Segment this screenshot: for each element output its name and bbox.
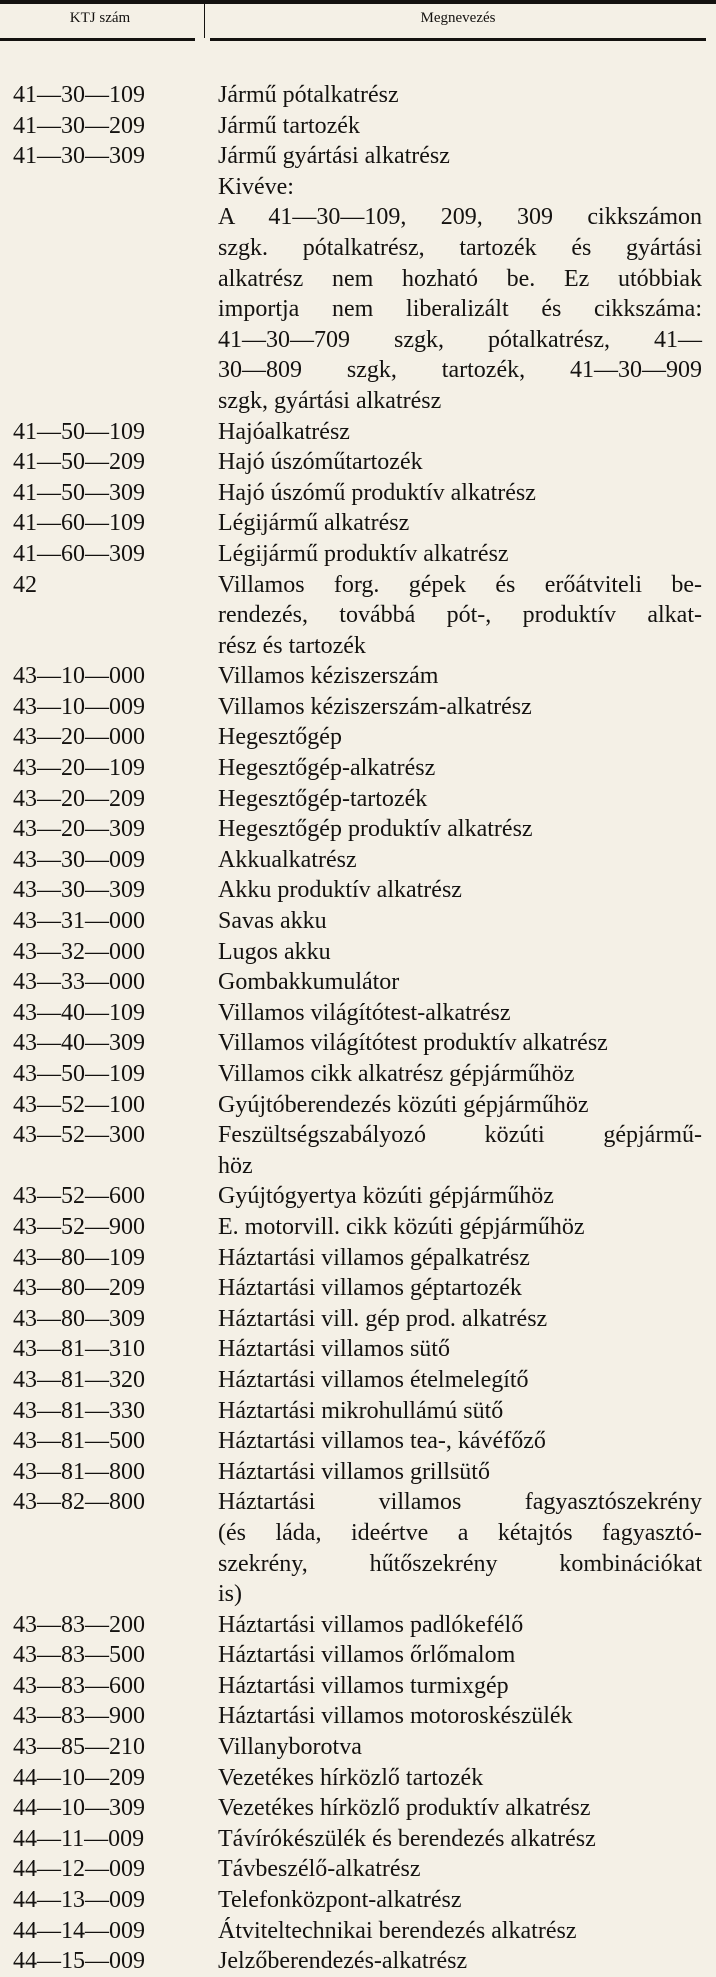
item-name bbox=[218, 1824, 702, 1855]
item-name-line: Háztartási villamos turmixgép bbox=[218, 1672, 509, 1699]
ktj-code: 44—12—009 bbox=[13, 1856, 145, 1883]
item-name bbox=[218, 1701, 702, 1732]
item-name bbox=[218, 1487, 702, 1609]
ktj-code: 43—30—309 bbox=[13, 877, 145, 904]
item-name-line: Villanyborotva bbox=[218, 1734, 362, 1761]
ktj-code: 43—20—109 bbox=[13, 755, 145, 782]
table-row bbox=[0, 1090, 716, 1121]
table-row bbox=[0, 784, 716, 815]
ktj-code: 43—81—800 bbox=[13, 1458, 145, 1485]
item-name-line: Vezetékes hírközlő produktív alkatrész bbox=[218, 1795, 591, 1822]
item-name-line: Jelzőberendezés-alkatrész bbox=[218, 1948, 468, 1975]
item-name-line: Lugos akku bbox=[218, 938, 331, 965]
item-name-line: Légijármű alkatrész bbox=[218, 510, 410, 537]
item-name-line: Hajóalkatrész bbox=[218, 418, 350, 445]
ktj-code: 41—60—309 bbox=[13, 540, 145, 567]
ktj-code: 43—81—310 bbox=[13, 1336, 145, 1363]
item-name-line: szekrény, hűtőszekrény kombinációkat bbox=[218, 1550, 702, 1577]
table-row bbox=[0, 1610, 716, 1641]
ktj-code: 43—80—309 bbox=[13, 1305, 145, 1332]
item-name bbox=[218, 478, 702, 509]
item-name-line: rész és tartozék bbox=[218, 632, 366, 659]
item-name-line: Vezetékes hírközlő tartozék bbox=[218, 1764, 484, 1791]
item-name bbox=[218, 1212, 702, 1243]
item-name bbox=[218, 1732, 702, 1763]
item-name-line: Jármű tartozék bbox=[218, 112, 360, 139]
ktj-code: 43—83—200 bbox=[13, 1611, 145, 1638]
item-name bbox=[218, 1243, 702, 1274]
item-name-line: Kivéve: bbox=[218, 173, 294, 200]
item-name bbox=[218, 1396, 702, 1427]
item-name-line: Háztartási villamos grillsütő bbox=[218, 1458, 490, 1485]
item-name-line: 30—809 szgk, tartozék, 41—30—909 bbox=[218, 357, 702, 384]
item-name bbox=[218, 722, 702, 753]
item-name-line: Gyújtógyertya közúti gépjárműhöz bbox=[218, 1183, 554, 1210]
item-name-line: rendezés, továbbá pót-, produktív alkat- bbox=[218, 602, 702, 629]
item-name bbox=[218, 1273, 702, 1304]
ktj-code: 43—80—109 bbox=[13, 1244, 145, 1271]
table-row bbox=[0, 814, 716, 845]
table-row bbox=[0, 661, 716, 692]
item-name-line: 41—30—709 szgk, pótalkatrész, 41— bbox=[218, 326, 702, 353]
table-row bbox=[0, 845, 716, 876]
table-row bbox=[0, 417, 716, 448]
item-name bbox=[218, 1793, 702, 1824]
table-row bbox=[0, 753, 716, 784]
table-row bbox=[0, 967, 716, 998]
item-name-line: Háztartási villamos őrlőmalom bbox=[218, 1642, 516, 1669]
item-name-line: Villamos világítótest produktív alkatrész bbox=[218, 1030, 608, 1057]
ktj-code: 43—50—109 bbox=[13, 1061, 145, 1087]
table-row bbox=[0, 1671, 716, 1702]
ktj-code: 44—10—309 bbox=[13, 1795, 145, 1822]
ktj-code: 43—52—300 bbox=[13, 1122, 145, 1149]
item-name-line: Gombakkumulátor bbox=[218, 969, 400, 996]
table-row bbox=[0, 1304, 716, 1335]
table-row bbox=[0, 1824, 716, 1855]
item-name bbox=[218, 875, 702, 906]
ktj-code: 43—52—900 bbox=[13, 1213, 145, 1240]
table-row bbox=[0, 998, 716, 1029]
ktj-code: 43—81—330 bbox=[13, 1397, 145, 1424]
ktj-code: 43—83—600 bbox=[13, 1672, 145, 1699]
table-row bbox=[0, 1885, 716, 1916]
item-name-line: Villamos kéziszerszám-alkatrész bbox=[218, 693, 532, 720]
item-name bbox=[218, 998, 702, 1029]
ktj-code: 43—52—100 bbox=[13, 1091, 145, 1118]
item-name bbox=[218, 784, 702, 815]
item-name bbox=[218, 508, 702, 539]
item-name-line: Gyújtóberendezés közúti gépjárműhöz bbox=[218, 1091, 589, 1118]
ktj-code: 43—40—109 bbox=[13, 999, 145, 1026]
item-name bbox=[218, 906, 702, 937]
item-name bbox=[218, 1334, 702, 1365]
table-row bbox=[0, 1059, 716, 1090]
item-name bbox=[218, 80, 702, 111]
item-name-line: Jármű gyártási alkatrész bbox=[218, 143, 450, 170]
item-name-line: (és láda, ideértve a kétajtós fagyasztó- bbox=[218, 1519, 702, 1546]
item-name-line: Távírókészülék és berendezés alkatrész bbox=[218, 1825, 596, 1852]
ktj-code: 41—50—309 bbox=[13, 479, 145, 506]
item-name-line: höz bbox=[218, 1152, 253, 1179]
item-name bbox=[218, 1457, 702, 1488]
item-name-line: Hegesztőgép-tartozék bbox=[218, 785, 428, 812]
table-row bbox=[0, 539, 716, 570]
table-row bbox=[0, 1763, 716, 1794]
item-name-line: szgk, gyártási alkatrész bbox=[218, 387, 442, 414]
ktj-code: 43—85—210 bbox=[13, 1734, 145, 1761]
item-name bbox=[218, 1671, 702, 1702]
item-name-line: Villamos kéziszerszám bbox=[218, 663, 439, 690]
item-name bbox=[218, 845, 702, 876]
ktj-code: 43—52—600 bbox=[13, 1183, 145, 1210]
item-name-line: Háztartási villamos gépalkatrész bbox=[218, 1244, 530, 1271]
item-name bbox=[218, 967, 702, 998]
ktj-code: 43—31—000 bbox=[13, 908, 145, 935]
ktj-code: 41—30—309 bbox=[13, 143, 145, 170]
item-name-line: Telefonközpont-alkatrész bbox=[218, 1887, 462, 1914]
ktj-code: 43—20—209 bbox=[13, 785, 145, 812]
table-row bbox=[0, 508, 716, 539]
table-row bbox=[0, 937, 716, 968]
table-row bbox=[0, 692, 716, 723]
ktj-code: 44—11—009 bbox=[13, 1825, 145, 1852]
ktj-code: 43—81—500 bbox=[13, 1428, 145, 1455]
item-name bbox=[218, 1181, 702, 1212]
table-row bbox=[0, 447, 716, 478]
item-name bbox=[218, 447, 702, 478]
ktj-code: 41—30—109 bbox=[13, 82, 145, 108]
item-name-line: Villamos cikk alkatrész gépjárműhöz bbox=[218, 1061, 575, 1087]
ktj-code: 41—50—109 bbox=[13, 418, 145, 445]
item-name bbox=[218, 202, 702, 416]
table-row bbox=[0, 1426, 716, 1457]
ktj-code: 43—33—000 bbox=[13, 969, 145, 996]
item-name-line: Akkualkatrész bbox=[218, 846, 357, 873]
item-name bbox=[218, 1059, 702, 1090]
item-name-line: Hegesztőgép bbox=[218, 724, 342, 751]
item-name-line: Akku produktív alkatrész bbox=[218, 877, 462, 904]
ktj-code: 41—30—209 bbox=[13, 112, 145, 139]
table-row bbox=[0, 1732, 716, 1763]
item-name-line: Hegesztőgép produktív alkatrész bbox=[218, 816, 533, 843]
code-table bbox=[0, 80, 716, 1977]
table-row bbox=[0, 722, 716, 753]
table-row bbox=[0, 1916, 716, 1947]
item-name bbox=[218, 753, 702, 784]
ktj-code: 44—15—009 bbox=[13, 1948, 145, 1975]
table-row bbox=[0, 111, 716, 142]
item-name bbox=[218, 661, 702, 692]
table-row bbox=[0, 1640, 716, 1671]
item-name bbox=[218, 141, 702, 172]
table-row bbox=[0, 1396, 716, 1427]
item-name-line: is) bbox=[218, 1581, 242, 1608]
table-row bbox=[0, 1120, 716, 1181]
item-name-line: Háztartási villamos ételmelegítő bbox=[218, 1366, 529, 1393]
table-row bbox=[0, 141, 716, 172]
item-name-line: Háztartási villamos fagyasztószekrény bbox=[218, 1489, 702, 1516]
ktj-code: 43—10—000 bbox=[13, 663, 145, 690]
item-name bbox=[218, 172, 702, 203]
item-name-line: Háztartási villamos géptartozék bbox=[218, 1275, 522, 1302]
item-name bbox=[218, 1365, 702, 1396]
table-row bbox=[0, 1365, 716, 1396]
header-separator bbox=[204, 4, 205, 38]
item-name bbox=[218, 1028, 702, 1059]
item-name bbox=[218, 1763, 702, 1794]
item-name-line: Hajó úszómű produktív alkatrész bbox=[218, 479, 536, 506]
item-name-line: Villamos forg. gépek és erőátviteli be- bbox=[218, 571, 702, 598]
code-column-header: KTJ szám bbox=[69, 10, 131, 26]
table-row bbox=[0, 1701, 716, 1732]
table-row bbox=[0, 1181, 716, 1212]
item-name bbox=[218, 814, 702, 845]
ktj-code: 43—81—320 bbox=[13, 1366, 145, 1393]
item-name-line: A 41—30—109, 209, 309 cikkszámon bbox=[218, 204, 702, 231]
ktj-code: 43—20—309 bbox=[13, 816, 145, 843]
ktj-code: 44—10—209 bbox=[13, 1764, 145, 1791]
item-name-line: Átviteltechnikai berendezés alkatrész bbox=[218, 1917, 577, 1944]
table-row bbox=[0, 478, 716, 509]
item-name bbox=[218, 1304, 702, 1335]
item-name-line: Háztartási villamos tea-, kávéfőző bbox=[218, 1428, 546, 1455]
table-row bbox=[0, 570, 716, 662]
item-name bbox=[218, 1120, 702, 1181]
item-name bbox=[218, 570, 702, 662]
item-name-line: Feszültségszabályozó közúti gépjármű- bbox=[218, 1122, 702, 1149]
table-row bbox=[0, 1457, 716, 1488]
item-name bbox=[218, 539, 702, 570]
table-row bbox=[0, 906, 716, 937]
item-name-line: Háztartási villamos padlókefélő bbox=[218, 1611, 524, 1638]
header-rule-left bbox=[0, 38, 195, 41]
table-row bbox=[0, 1243, 716, 1274]
item-name-line: Háztartási villamos sütő bbox=[218, 1336, 450, 1363]
item-name bbox=[218, 1916, 702, 1947]
ktj-code: 41—60—109 bbox=[13, 510, 145, 537]
item-name-line: alkatrész nem hozható be. Ez utóbbiak bbox=[218, 265, 702, 292]
item-name bbox=[218, 1426, 702, 1457]
ktj-code: 43—82—800 bbox=[13, 1489, 145, 1516]
ktj-code: 43—30—009 bbox=[13, 846, 145, 873]
header-rule-right bbox=[210, 38, 706, 41]
item-name bbox=[218, 417, 702, 448]
table-row bbox=[0, 875, 716, 906]
item-name-line: Jármű pótalkatrész bbox=[218, 82, 399, 108]
item-name-line: Hegesztőgép-alkatrész bbox=[218, 755, 436, 782]
table-row bbox=[0, 1487, 716, 1609]
table-row bbox=[0, 80, 716, 111]
item-name-line: Hajó úszóműtartozék bbox=[218, 449, 423, 476]
item-name bbox=[218, 1640, 702, 1671]
table-row bbox=[0, 1334, 716, 1365]
ktj-code: 43—10—009 bbox=[13, 693, 145, 720]
ktj-code: 43—83—500 bbox=[13, 1642, 145, 1669]
table-row bbox=[0, 1028, 716, 1059]
ktj-code: 41—50—209 bbox=[13, 449, 145, 476]
item-name bbox=[218, 1090, 702, 1121]
item-name-line: E. motorvill. cikk közúti gépjárműhöz bbox=[218, 1213, 585, 1240]
table-row bbox=[0, 1212, 716, 1243]
item-name-line: Légijármű produktív alkatrész bbox=[218, 540, 509, 567]
ktj-code: 43—20—000 bbox=[13, 724, 145, 751]
table-row bbox=[0, 1854, 716, 1885]
item-name-line: Háztartási villamos motoroskészülék bbox=[218, 1703, 573, 1730]
item-name bbox=[218, 692, 702, 723]
ktj-code: 42 bbox=[13, 571, 37, 598]
item-name bbox=[218, 1946, 702, 1977]
ktj-code: 43—32—000 bbox=[13, 938, 145, 965]
item-name bbox=[218, 1610, 702, 1641]
name-column-header: Megnevezés bbox=[420, 10, 496, 26]
item-name-line: Savas akku bbox=[218, 908, 327, 935]
item-name-line: Háztartási mikrohullámú sütő bbox=[218, 1397, 504, 1424]
item-name-line: Villamos világítótest-alkatrész bbox=[218, 999, 511, 1026]
table-row bbox=[0, 1273, 716, 1304]
table-row bbox=[0, 202, 716, 416]
top-rule bbox=[0, 0, 716, 4]
item-name bbox=[218, 937, 702, 968]
ktj-code: 43—80—209 bbox=[13, 1275, 145, 1302]
item-name bbox=[218, 1885, 702, 1916]
table-row bbox=[0, 1793, 716, 1824]
ktj-code: 43—40—309 bbox=[13, 1030, 145, 1057]
table-row bbox=[0, 172, 716, 203]
ktj-code: 44—14—009 bbox=[13, 1917, 145, 1944]
item-name-line: Távbeszélő-alkatrész bbox=[218, 1856, 421, 1883]
item-name bbox=[218, 111, 702, 142]
item-name bbox=[218, 1854, 702, 1885]
ktj-code: 43—83—900 bbox=[13, 1703, 145, 1730]
item-name-line: importja nem liberalizált és cikkszáma: bbox=[218, 296, 702, 323]
item-name-line: szgk. pótalkatrész, tartozék és gyártási bbox=[218, 234, 702, 261]
table-row bbox=[0, 1946, 716, 1977]
ktj-code: 44—13—009 bbox=[13, 1887, 145, 1914]
item-name-line: Háztartási vill. gép prod. alkatrész bbox=[218, 1305, 548, 1332]
